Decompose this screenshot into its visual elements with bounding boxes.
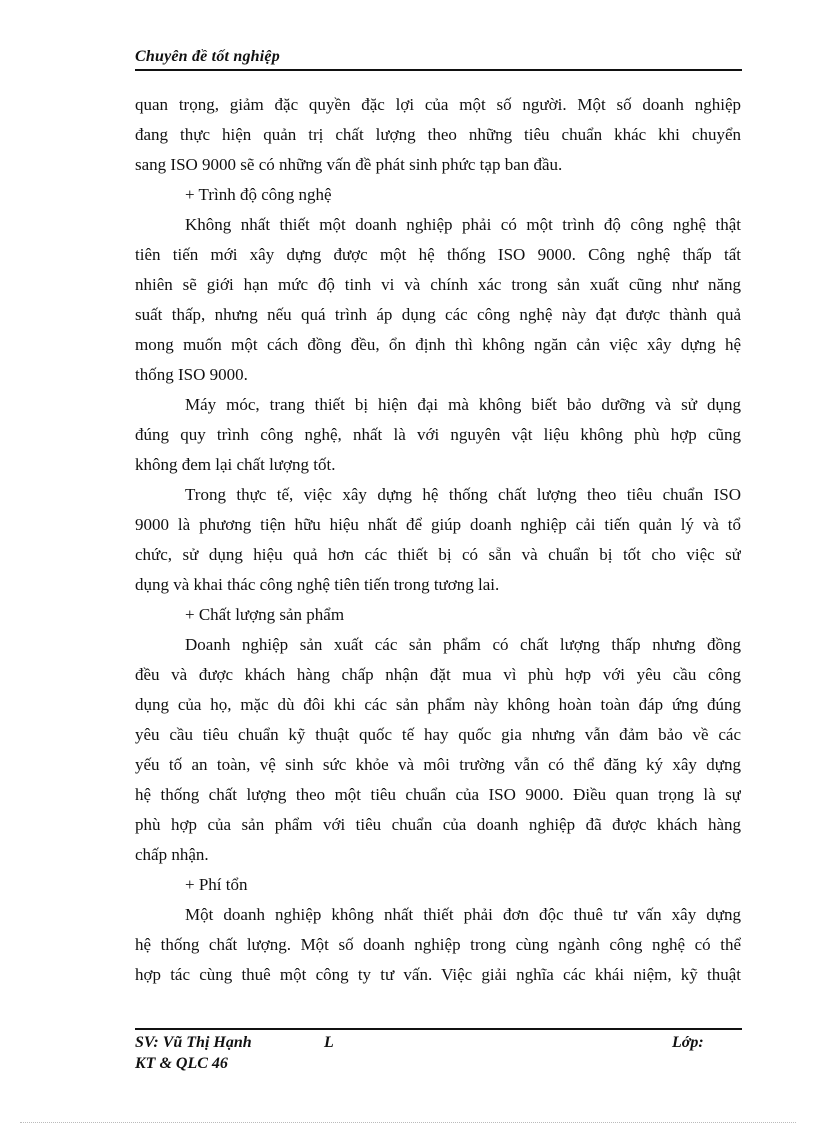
footer-student-name: SV: Vũ Thị Hạnh [135,1034,252,1051]
footer-l-label: L [324,1034,334,1051]
text-line: + Phí tổn [185,875,248,894]
text-line: sang ISO 9000 sẽ có những vấn đề phát sinh phức tạp ban đầu. [135,155,563,174]
text-line: Doanh nghiệp sản xuất các sản phẩm có chất lượng thấp nhưng đồng [185,635,741,654]
text-line: Không nhất thiết một doanh nghiệp phải có một trình độ công nghệ thật [185,215,741,234]
text-line: yêu cầu tiêu chuẩn kỹ thuật quốc tế hay quốc gia nhưng vẫn đảm bảo về các [135,725,741,744]
text-line: suất thấp, nhưng nếu quá trình áp dụng các công nghệ này đạt được thành quả [135,305,741,324]
text-line: dụng của họ, mặc dù đôi khi các sản phẩm này không hoàn toàn đáp ứng đúng [135,695,741,714]
text-line: hợp tác cùng thuê một công ty tư vấn. Việc giải nghĩa các khái niệm, kỹ thuật [135,965,741,984]
text-line: dụng và khai thác công nghệ tiên tiến trong tương lai. [135,575,500,594]
text-line: mong muốn một cách đồng đều, ổn định thì không ngăn cản việc xây dựng hệ [135,335,741,354]
text-line: Trong thực tế, việc xây dựng hệ thống chất lượng theo tiêu chuẩn ISO [185,485,741,504]
text-line: đúng quy trình công nghệ, nhất là với nguyên vật liệu không phù hợp cũng [135,425,741,444]
text-line: yếu tố an toàn, vệ sinh sức khỏe và môi trường vẫn có thể đăng ký xây dựng [135,755,741,774]
text-line: Một doanh nghiệp không nhất thiết phải đơn độc thuê tư vấn xây dựng [185,905,741,924]
text-line: + Trình độ công nghệ [185,185,332,204]
footer-class-name: KT & QLC 46 [135,1055,228,1072]
text-line: hệ thống chất lượng theo một tiêu chuẩn của ISO 9000. Điều quan trọng là sự [135,785,741,804]
text-line: chức, sử dụng hiệu quả hơn các thiết bị có sẵn và chuẩn bị tốt cho việc sử [135,545,741,564]
document-body [135,90,741,990]
header-divider [135,69,742,71]
text-line: phù hợp của sản phẩm với tiêu chuẩn của doanh nghiệp đã được khách hàng [135,815,741,834]
text-line: + Chất lượng sản phẩm [185,605,345,624]
text-line: không đem lại chất lượng tốt. [135,455,336,474]
page-header-title: Chuyên đề tốt nghiệp [135,48,280,65]
footer-class-label: Lớp: [672,1034,704,1051]
text-line: Máy móc, trang thiết bị hiện đại mà không biết bảo dưỡng và sử dụng [185,395,741,414]
text-line: đều và được khách hàng chấp nhận đặt mua vì phù hợp với yêu cầu công [135,665,741,684]
text-line: 9000 là phương tiện hữu hiệu nhất để giúp doanh nghiệp cải tiến quản lý và tổ [135,515,741,534]
text-line: quan trọng, giảm đặc quyền đặc lợi của một số người. Một số doanh nghiệp [135,95,741,114]
footer-divider [135,1028,742,1030]
text-line: thống ISO 9000. [135,365,248,384]
text-line: chấp nhận. [135,845,209,864]
text-line: tiên tiến mới xây dựng được một hệ thống ISO 9000. Công nghệ thấp tất [135,245,741,264]
text-line: nhiên sẽ giới hạn mức độ tinh vi và chính xác trong sản xuất cũng như năng [135,275,741,294]
text-line: hệ thống chất lượng. Một số doanh nghiệp trong cùng ngành công nghệ có thể [135,935,741,954]
text-line: đang thực hiện quản trị chất lượng theo những tiêu chuẩn khác khi chuyển [135,125,741,144]
